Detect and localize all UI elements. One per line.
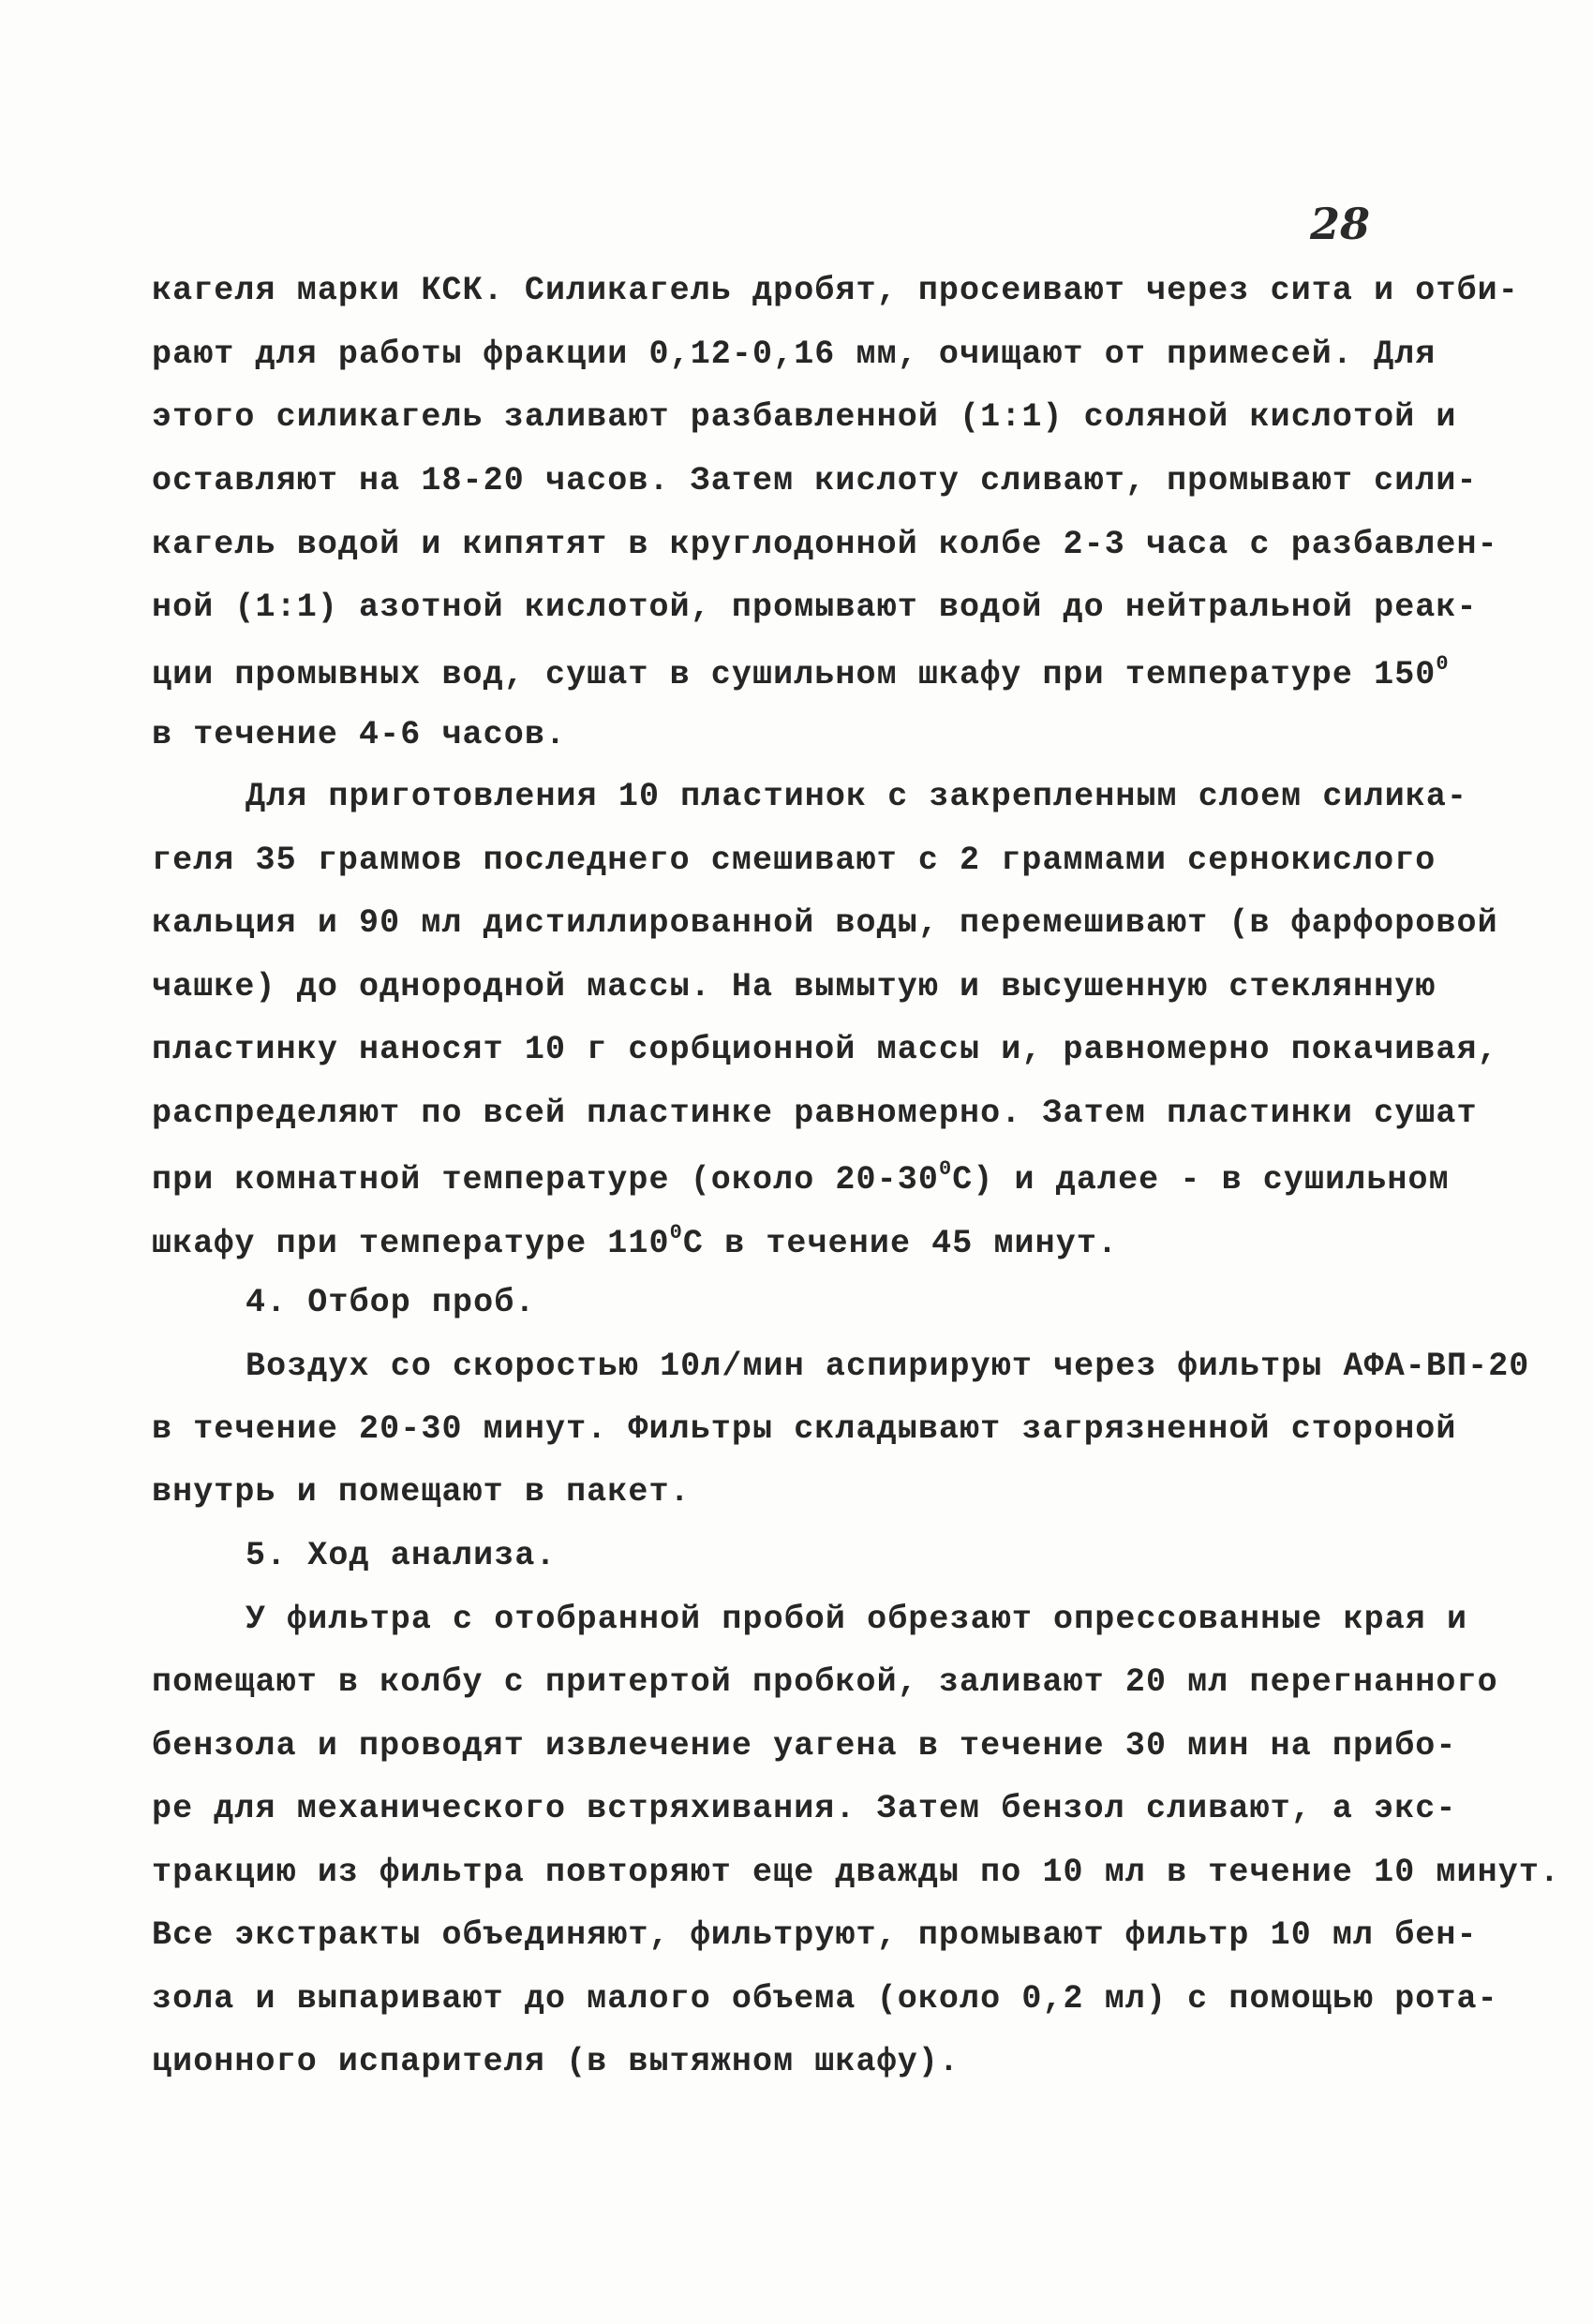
text-line: рают для работы фракции 0,12-0,16 мм, очищают от примесей. Для: [152, 335, 1437, 373]
text-line: геля 35 граммов последнего смешивают с 2 граммами сернокислого: [152, 842, 1437, 879]
text-line: бензола и проводят извлечение уагена в течение 30 мин на прибо-: [152, 1727, 1457, 1765]
text-line: в течение 4-6 часов.: [152, 716, 567, 753]
section-heading: 5. Ход анализа.: [246, 1537, 557, 1574]
text-line: этого силикагель заливают разбавленной (1:1) соляной кислотой и: [152, 398, 1457, 436]
text-line-main: при комнатной температуре (около 20-30: [152, 1161, 939, 1199]
text-line: [152, 652, 1450, 693]
page-number: 28: [1310, 199, 1371, 249]
text-line-main: ции промывных вод, сушат в сушильном шкафу при температуре 150: [152, 656, 1437, 693]
text-line: ре для механического встряхивания. Затем бензол сливают, а экс-: [152, 1790, 1457, 1827]
text-line: ционного испарителя (в вытяжном шкафу).: [152, 2043, 960, 2080]
degree-celsius-mark: 0: [669, 1221, 683, 1244]
text-line-main: шкафу при температуре 110: [152, 1225, 670, 1262]
text-line: ной (1:1) азотной кислотой, промывают водой до нейтральной реак-: [152, 588, 1478, 626]
degree-celsius-mark: 0: [938, 1157, 953, 1181]
text-line: [152, 1221, 1118, 1262]
text-line: чашке) до однородной массы. На вымытую и высушенную стеклянную: [152, 968, 1437, 1006]
text-line: [152, 1157, 1450, 1199]
text-line: в течение 20-30 минут. Фильтры складывают загрязненной стороной: [152, 1410, 1457, 1448]
text-line: кагель водой и кипятят в круглодонной колбе 2-3 часа с разбавлен-: [152, 526, 1498, 563]
text-line: зола и выпаривают до малого объема (около 0,2 мл) с помощью рота-: [152, 1980, 1498, 2018]
text-line-tail: C в течение 45 минут.: [682, 1225, 1119, 1262]
text-line: оставляют на 18-20 часов. Затем кислоту сливают, промывают сили-: [152, 462, 1478, 499]
text-line: внутрь и помещают в пакет.: [152, 1473, 691, 1511]
text-line: распределяют по всей пластинке равномерно. Затем пластинки сушат: [152, 1095, 1478, 1132]
text-line: Воздух со скоростью 10л/мин аспирируют через фильтры АФА-ВП-20: [246, 1348, 1530, 1385]
section-heading: 4. Отбор проб.: [246, 1284, 536, 1321]
text-line: Все экстракты объединяют, фильтруют, промывают фильтр 10 мл бен-: [152, 1916, 1478, 1954]
text-line: Для приготовления 10 пластинок с закрепленным слоем силика-: [246, 778, 1468, 815]
text-line: пластинку наносят 10 г сорбционной массы и, равномерно покачивая,: [152, 1031, 1498, 1068]
degree-mark: 0: [1436, 652, 1450, 676]
text-line: кагеля марки КСК. Силикагель дробят, просеивают через сита и отби-: [152, 272, 1519, 309]
text-line: тракцию из фильтра повторяют еще дважды по 10 мл в течение 10 минут.: [152, 1854, 1561, 1891]
text-line: кальция и 90 мл дистиллированной воды, перемешивают (в фарфоровой: [152, 904, 1498, 942]
text-line: У фильтра с отобранной пробой обрезают опрессованные края и: [246, 1601, 1468, 1638]
text-line-tail: C) и далее - в сушильном: [952, 1161, 1450, 1199]
text-line: помещают в колбу с притертой пробкой, заливают 20 мл перегнанного: [152, 1663, 1498, 1701]
